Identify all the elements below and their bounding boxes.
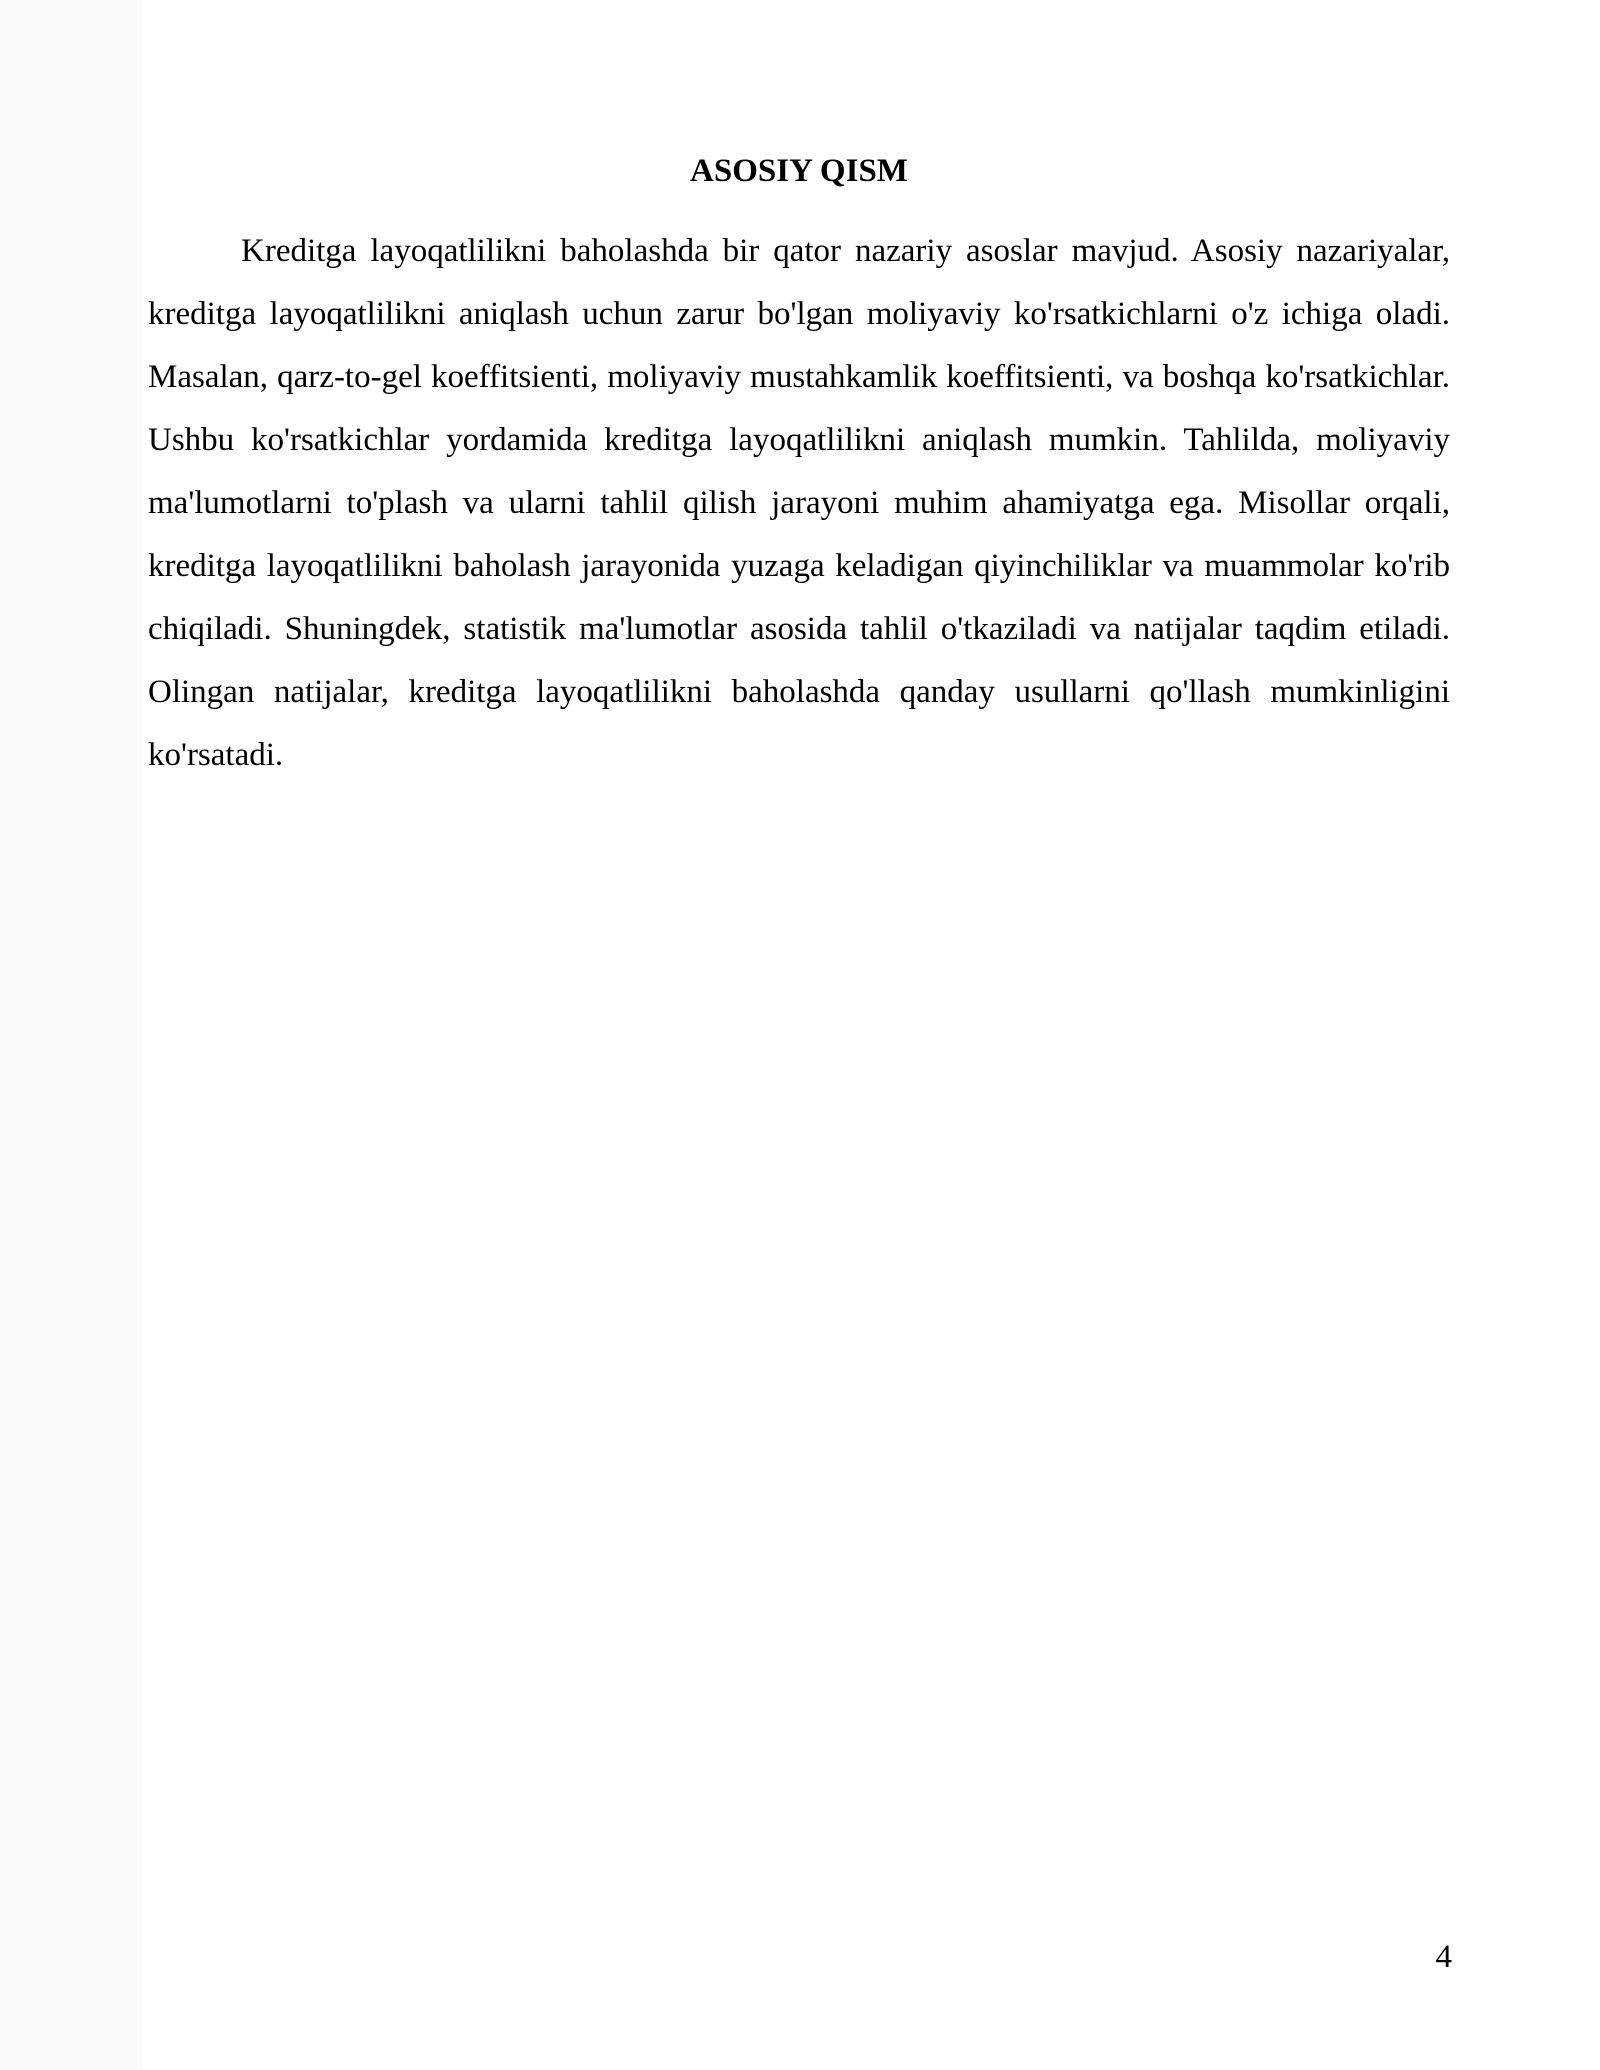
page-number: 4 <box>1435 1939 1452 1975</box>
body-paragraph: Kreditga layoqatlilikni baholashda bir qator nazariy asoslar mavjud. Asosiy nazariyalar, kreditga layoqatlilikni aniqlash uchun zarur bo'lgan moliyaviy ko'rsatkichlarni o'z ichiga oladi. Masalan, qarz-to-gel koeffitsienti, moliyaviy mustahkamlik koeffitsienti, va boshqa ko'rsatkichlar. Ushbu ko'rsatkichlar yordamida kreditga layoqatlilikni aniqlash mumkin. Tahlilda, moliyaviy ma'lumotlarni to'plash va ularni tahlil qilish jarayoni muhim ahamiyatga ega. Misollar orqali, kreditga layoqatlilikni baholash jarayonida yuzaga keladigan qiyinchiliklar va muammolar ko'rib chiqiladi. Shuningdek, statistik ma'lumotlar asosida tahlil o'tkaziladi va natijalar taqdim etiladi. Olingan natijalar, kreditga layoqatlilikni baholashda qanday usullarni qo'llash mumkinligini ko'rsatadi. <box>148 233 1450 773</box>
page-margin-shade <box>0 0 142 2070</box>
section-heading: ASOSIY QISM <box>690 153 908 189</box>
